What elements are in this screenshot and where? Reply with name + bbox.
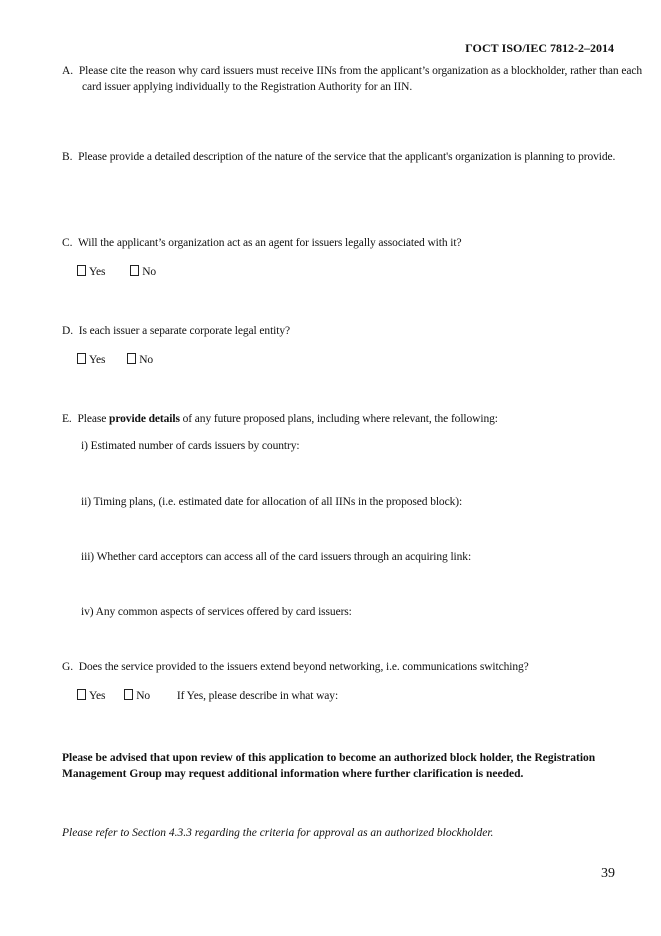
question-d-text: Is each issuer a separate corporate legal entity? — [78, 325, 291, 337]
question-g-text: Does the service provided to the issuers extend beyond networking, i.e. communications switching? — [78, 661, 529, 673]
question-g-label: G. — [62, 661, 73, 673]
question-c-options — [77, 264, 178, 280]
question-e-text-before: Please — [77, 413, 107, 425]
question-c-yes-option[interactable] — [77, 264, 105, 280]
question-g-yes-label: Yes — [89, 690, 106, 702]
question-e-sub-2: ii) Timing plans, (i.e. estimated date for allocation of all IINs in the proposed block): — [81, 496, 463, 508]
question-e-sub-3: iii) Whether card acceptors can access all of the card issuers through an acquiring link: — [81, 551, 472, 563]
advisory-note: Please be advised that upon review of this application to become an authorized block holder, the Registration Management Group may request additional information where further clarification is needed. — [62, 752, 596, 780]
question-d-options — [77, 352, 175, 368]
question-d — [62, 323, 622, 339]
checkbox-icon[interactable] — [77, 265, 86, 276]
question-c — [62, 235, 622, 251]
question-c-text: Will the applicant’s organization act as an agent for issuers legally associated with it? — [77, 237, 462, 249]
question-c-label: C. — [62, 237, 73, 249]
question-g-options — [77, 688, 338, 704]
question-g — [62, 659, 622, 675]
question-g-yes-option[interactable] — [77, 688, 105, 704]
checkbox-icon[interactable] — [130, 265, 139, 276]
question-d-label: D. — [62, 325, 73, 337]
question-c-no-label: No — [142, 266, 157, 278]
checkbox-icon[interactable] — [124, 689, 133, 700]
question-e-text-bold: provide details — [109, 413, 180, 425]
question-e-sub-4: iv) Any common aspects of services offered by card issuers: — [81, 606, 352, 618]
question-a-label: A. — [62, 65, 73, 77]
question-c-no-option[interactable] — [130, 264, 156, 280]
checkbox-icon[interactable] — [77, 689, 86, 700]
question-e-label: E. — [62, 413, 72, 425]
question-b-text: Please provide a detailed description of the nature of the service that the applicant's organization is planning to provide. — [78, 151, 616, 163]
reference-note: Please refer to Section 4.3.3 regarding the criteria for approval as an authorized blockholder. — [62, 827, 494, 839]
question-g-if-yes: If Yes, please describe in what way: — [176, 690, 339, 702]
question-a-text: Please cite the reason why card issuers must receive IINs from the applicant’s organization as a blockholder, rather than each card issuer applying individually to the Registration Authority for an IIN. — [78, 65, 643, 93]
checkbox-icon[interactable] — [77, 353, 86, 364]
question-d-no-option[interactable] — [127, 352, 153, 368]
question-d-no-label: No — [139, 354, 154, 366]
question-g-no-label: No — [136, 690, 151, 702]
question-b-label: B. — [62, 151, 73, 163]
question-e-sub-1: i) Estimated number of cards issuers by country: — [81, 440, 300, 452]
document-header: ГОСТ ISO/IEC 7812-2–2014 — [465, 41, 614, 55]
question-d-yes-label: Yes — [89, 354, 106, 366]
question-d-yes-option[interactable] — [77, 352, 105, 368]
question-g-no-option[interactable] — [124, 688, 150, 704]
page-number: 39 — [601, 866, 615, 881]
question-a — [62, 63, 642, 95]
question-c-yes-label: Yes — [89, 266, 106, 278]
question-e-text-after: of any future proposed plans, including where relevant, the following: — [182, 413, 498, 425]
question-e — [62, 411, 622, 427]
question-b — [62, 149, 642, 165]
checkbox-icon[interactable] — [127, 353, 136, 364]
